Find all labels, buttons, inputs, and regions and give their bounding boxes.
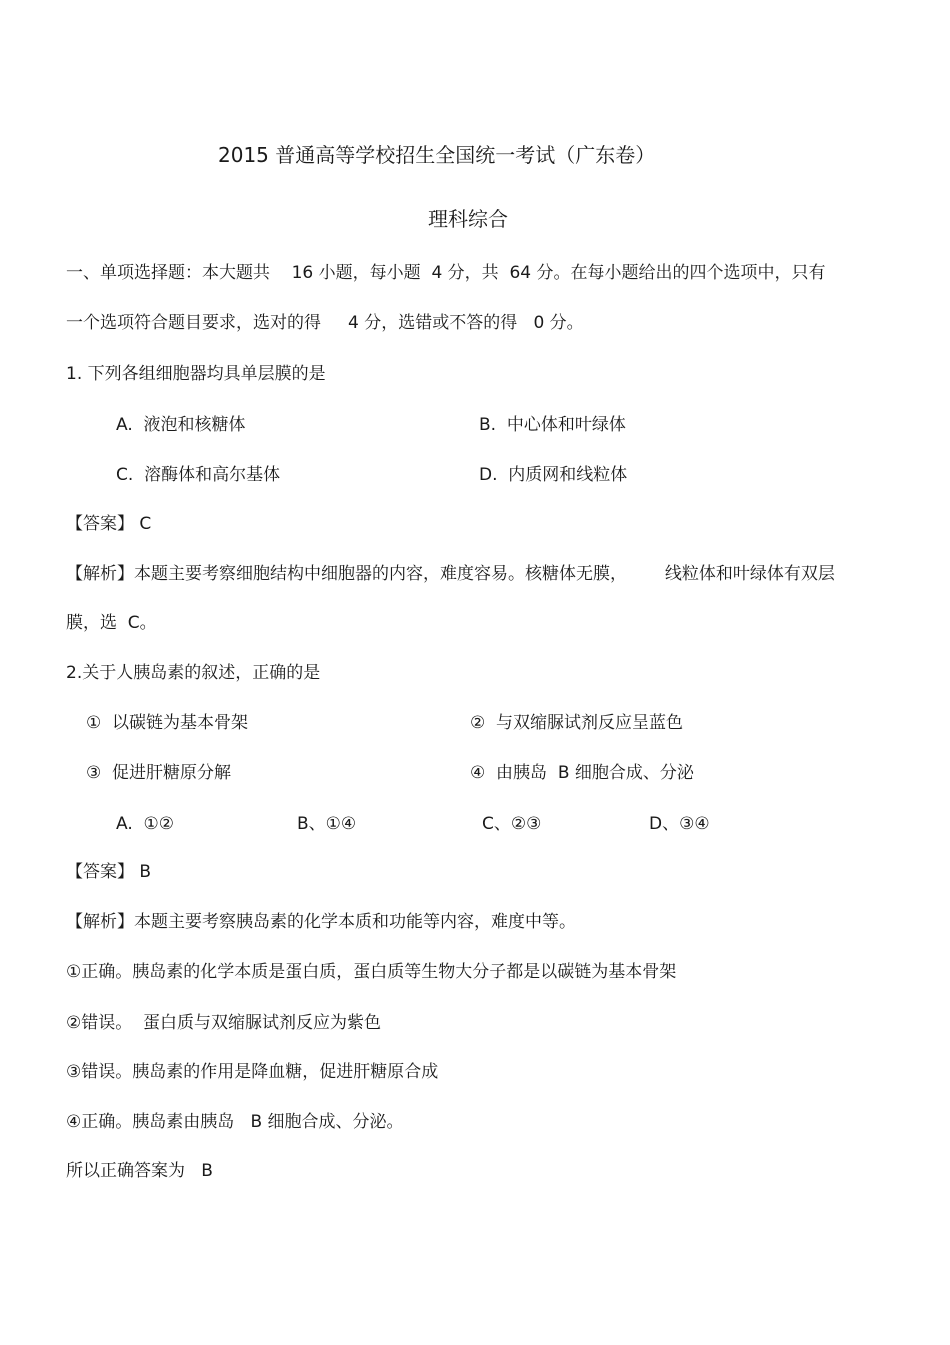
- q2-option-d: D、③④: [649, 814, 710, 834]
- q2-analysis: 【解析】本题主要考察胰岛素的化学本质和功能等内容，难度中等。: [66, 912, 576, 932]
- q1-option-d: D. 内质网和线粒体: [479, 465, 628, 485]
- q1-answer: 【答案】 C: [66, 514, 152, 534]
- q2-point-1: ①正确。胰岛素的化学本质是蛋白质，蛋白质等生物大分子都是以碳链为基本骨架: [66, 962, 677, 982]
- q1-stem: 1. 下列各组细胞器均具单层膜的是: [66, 364, 326, 384]
- q2-option-c: C、②③: [482, 814, 542, 834]
- q2-option-a: A. ①②: [116, 814, 175, 834]
- q2-item-1: ① 以碳链为基本骨架: [86, 713, 249, 733]
- q2-item-4: ④ 由胰岛 B 细胞合成、分泌: [470, 763, 694, 783]
- q1-analysis-line1: 【解析】本题主要考察细胞结构中细胞器的内容，难度容易。核糖体无膜， 线粒体和叶绿体有双层: [66, 564, 835, 584]
- page-subtitle: 理科综合: [428, 207, 508, 231]
- q1-analysis-line2: 膜，选 C。: [66, 613, 157, 633]
- page-title: 2015 普通高等学校招生全国统一考试（广东卷）: [218, 143, 656, 167]
- q2-conclusion: 所以正确答案为 B: [66, 1161, 213, 1181]
- q1-option-a: A. 液泡和核糖体: [116, 415, 246, 435]
- q2-point-3: ③错误。胰岛素的作用是降血糖，促进肝糖原合成: [66, 1062, 439, 1082]
- q2-option-b: B、①④: [297, 814, 357, 834]
- q2-point-2: ②错误。 蛋白质与双缩脲试剂反应为紫色: [66, 1013, 382, 1033]
- q2-point-4: ④正确。胰岛素由胰岛 B 细胞合成、分泌。: [66, 1112, 404, 1132]
- q1-option-c: C. 溶酶体和高尔基体: [116, 465, 281, 485]
- section-instructions-line2: 一个选项符合题目要求，选对的得 4 分，选错或不答的得 0 分。: [66, 313, 584, 333]
- q2-stem: 2.关于人胰岛素的叙述，正确的是: [66, 663, 321, 683]
- section-instructions-line1: 一、单项选择题：本大题共 16 小题，每小题 4 分，共 64 分。在每小题给出的四个选项中，只有: [66, 263, 826, 283]
- q2-item-2: ② 与双缩脲试剂反应呈蓝色: [470, 713, 684, 733]
- q2-item-3: ③ 促进肝糖原分解: [86, 763, 232, 783]
- q1-option-b: B. 中心体和叶绿体: [479, 415, 626, 435]
- q2-answer: 【答案】 B: [66, 862, 152, 882]
